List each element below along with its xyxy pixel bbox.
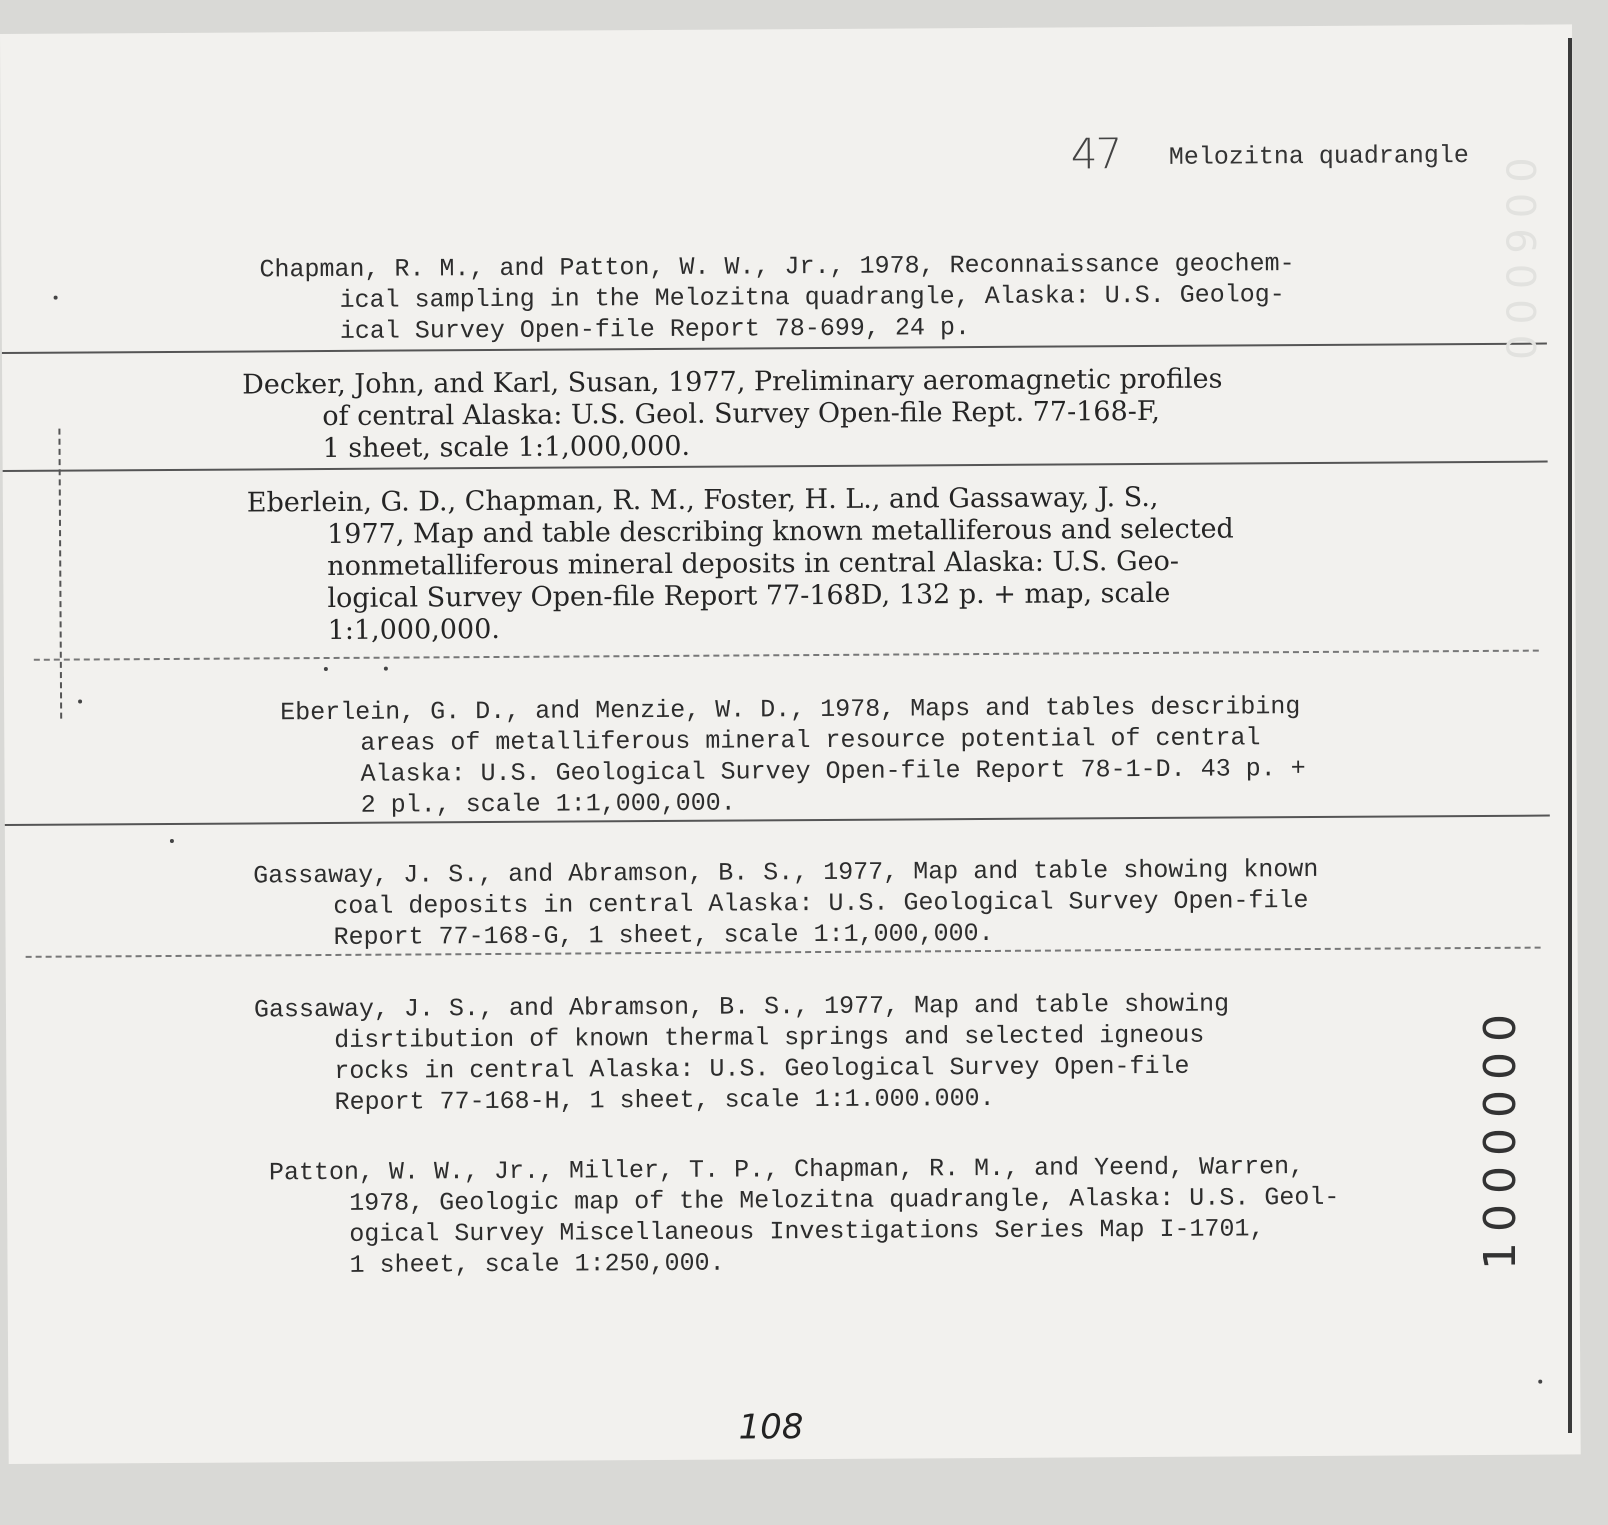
entry-line: Gassaway, J. S., and Abramson, B. S., 1977, Map and table showing known <box>253 854 1319 891</box>
entry-line: 1 sheet, scale 1:250,000. <box>349 1248 725 1280</box>
entry-line: Report 77-168-H, 1 sheet, scale 1:1.000.000. <box>334 1083 995 1117</box>
page-right-edge <box>1568 38 1572 1433</box>
reference-entry <box>259 248 1295 347</box>
entry-line: Eberlein, G. D., Chapman, R. M., Foster, H. L., and Gassaway, J. S., <box>246 481 1159 519</box>
entry-line: ical sampling in the Melozitna quadrangle, Alaska: U.S. Geolog- <box>339 280 1285 315</box>
entry-line: ical Survey Open-file Report 78-699, 24 p. <box>339 313 971 346</box>
reference-entry <box>280 691 1306 821</box>
reference-entry <box>269 1151 1340 1282</box>
quadrangle-title: Melozitna quadrangle <box>1168 141 1469 172</box>
margin-bracket-mark <box>44 429 62 719</box>
entry-line: Patton, W. W., Jr., Miller, T. P., Chapman, R. M., and Yeend, Warren, <box>268 1152 1305 1188</box>
speck <box>1538 1380 1542 1384</box>
entry-line: rocks in central Alaska: U.S. Geological Survey Open-file <box>334 1051 1190 1086</box>
entry-line: Gassaway, J. S., and Abramson, B. S., 1977, Map and table showing <box>253 989 1230 1025</box>
reference-entry <box>253 854 1319 954</box>
entry-line: 1:1,000,000. <box>327 613 501 647</box>
entry-line: of central Alaska: U.S. Geol. Survey Open-file Rept. 77-168-F, <box>322 395 1161 433</box>
speck <box>170 839 174 843</box>
film-frame-number: 1000000 <box>1475 1004 1526 1270</box>
reference-entry <box>242 364 1223 466</box>
entry-line: Report 77-168-G, 1 sheet, scale 1:1,000,000. <box>333 918 994 952</box>
handwritten-footer-page-number: 108 <box>738 1407 804 1448</box>
entry-line: Alaska: U.S. Geological Survey Open-file Report 78-1-D. 43 p. + <box>360 754 1306 789</box>
entry-line: 1977, Map and table describing known metalliferous and selected <box>326 513 1234 551</box>
speck <box>54 296 58 300</box>
entry-line: 1 sheet, scale 1:1,000,000. <box>322 430 691 465</box>
reference-entry <box>254 989 1230 1119</box>
faint-film-frame-number: 000900 <box>1500 147 1546 360</box>
entry-line: ogical Survey Miscellaneous Investigations Series Map I-1701, <box>349 1214 1265 1249</box>
entry-line: 1978, Geologic map of the Melozitna quadrangle, Alaska: U.S. Geol- <box>349 1182 1340 1218</box>
handwritten-page-number: 47 <box>1070 129 1121 179</box>
entry-line: coal deposits in central Alaska: U.S. Geological Survey Open-file <box>333 886 1309 921</box>
speck <box>384 667 388 671</box>
document-page <box>0 24 1581 1464</box>
entry-line: nonmetalliferous mineral deposits in central Alaska: U.S. Geo- <box>327 545 1180 583</box>
entry-line: Eberlein, G. D., and Menzie, W. D., 1978, Maps and tables describing <box>280 692 1301 728</box>
speck <box>324 667 328 671</box>
entry-line: Chapman, R. M., and Patton, W. W., Jr., 1978, Reconnaissance geochem- <box>259 249 1295 285</box>
entry-line: Decker, John, and Karl, Susan, 1977, Preliminary aeromagnetic profiles <box>242 363 1223 401</box>
speck <box>78 700 82 704</box>
entry-line: logical Survey Open-file Report 77-168D, 132 p. + map, scale <box>327 577 1171 615</box>
separator-line <box>34 650 1539 661</box>
entry-line: 2 pl., scale 1:1,000,000. <box>360 788 736 820</box>
reference-entry <box>247 481 1235 647</box>
entry-line: disrtibution of known thermal springs and selected igneous <box>334 1020 1205 1055</box>
entry-line: areas of metalliferous mineral resource potential of central <box>360 723 1261 758</box>
